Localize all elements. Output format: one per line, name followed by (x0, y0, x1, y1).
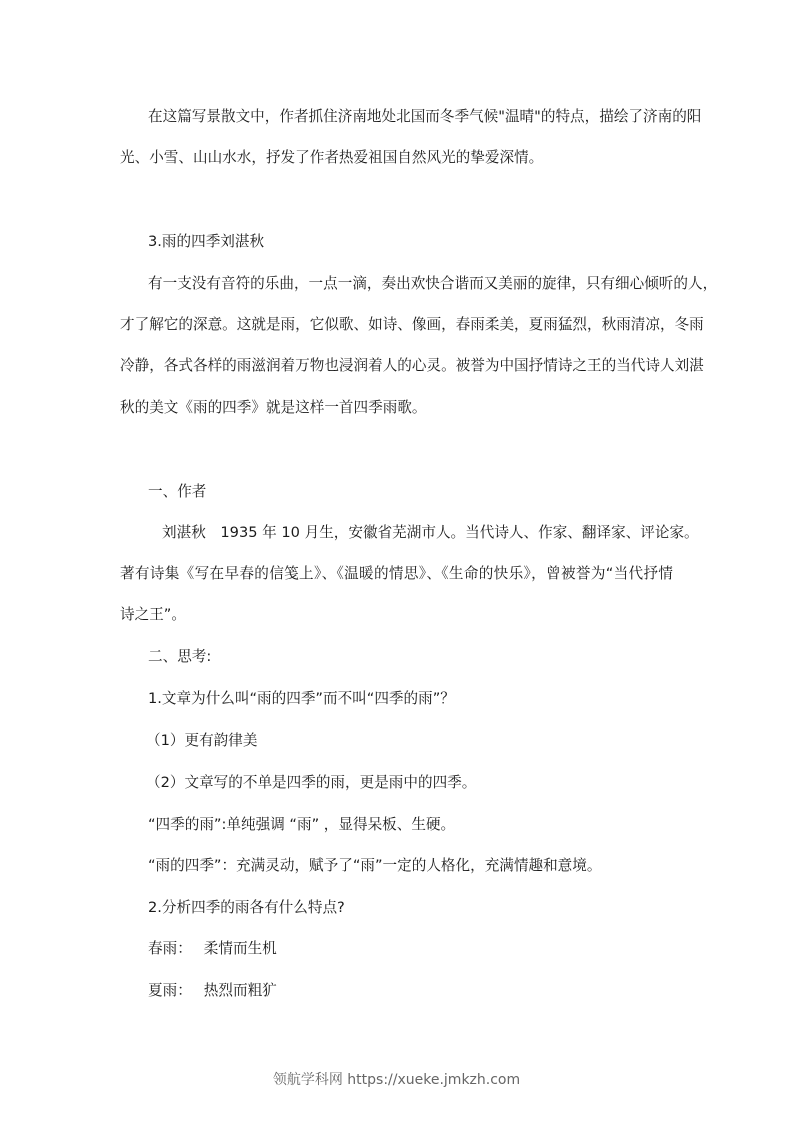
note-2: “雨的四季”：充满灵动，赋予了“雨”一定的人格化，充满情趣和意境。 (148, 857, 602, 874)
section3-line-1: 有一支没有音符的乐曲，一点一滴，奏出欢快合谐而又美丽的旋律，只有细心倾听的人， (148, 275, 718, 292)
season-feature: 热烈而粗犷 (203, 982, 277, 999)
author-line-3: 诗之王”。 (120, 606, 186, 623)
section-title: 3.雨的四季刘湛秋 (148, 233, 265, 250)
season-label: 夏雨： (148, 982, 192, 999)
intro-line-2: 光、小雪、山山水水，抒发了作者热爱祖国自然风光的挚爱深情。 (120, 149, 544, 166)
author-line-2: 著有诗集《写在早春的信笺上》、《温暖的情思》、《生命的快乐》，曾被誉为“当代抒情 (120, 565, 673, 582)
question-1: 1.文章为什么叫“雨的四季”而不叫“四季的雨”？ (148, 690, 455, 707)
note-1: “四季的雨”:单纯强调 “雨” ，显得呆板、生硬。 (148, 816, 456, 833)
season-item-spring (148, 939, 277, 959)
season-label: 春雨： (148, 940, 192, 957)
question-2: 2.分析四季的雨各有什么特点? (148, 899, 345, 916)
answer-1: （1）更有韵律美 (146, 732, 258, 749)
author-line-1: 刘湛秋 1935 年 10 月生，安徽省芜湖市人。当代诗人、作家、翻译家、评论家。 (162, 524, 699, 541)
answer-2: （2）文章写的不单是四季的雨，更是雨中的四季。 (146, 774, 477, 791)
section3-line-4: 秋的美文《雨的四季》就是这样一首四季雨歌。 (120, 399, 427, 416)
footer-watermark: 领航学科网 https://xueke.jmkzh.com (272, 1072, 521, 1088)
section3-line-2: 才了解它的深意。这就是雨，它似歌、如诗、像画，春雨柔美，夏雨猛烈，秋雨清凉，冬雨 (120, 316, 704, 333)
author-heading: 一、作者 (148, 483, 207, 500)
intro-line-1: 在这篇写景散文中，作者抓住济南地处北国而冬季气候"温晴"的特点，描绘了济南的阳 (148, 108, 702, 125)
section3-line-3: 冷静，各式各样的雨滋润着万物也浸润着人的心灵。被誉为中国抒情诗之王的当代诗人刘湛 (120, 357, 704, 374)
season-item-summer (148, 981, 277, 1001)
season-feature: 柔情而生机 (203, 940, 277, 957)
thinking-heading: 二、思考: (148, 648, 212, 665)
